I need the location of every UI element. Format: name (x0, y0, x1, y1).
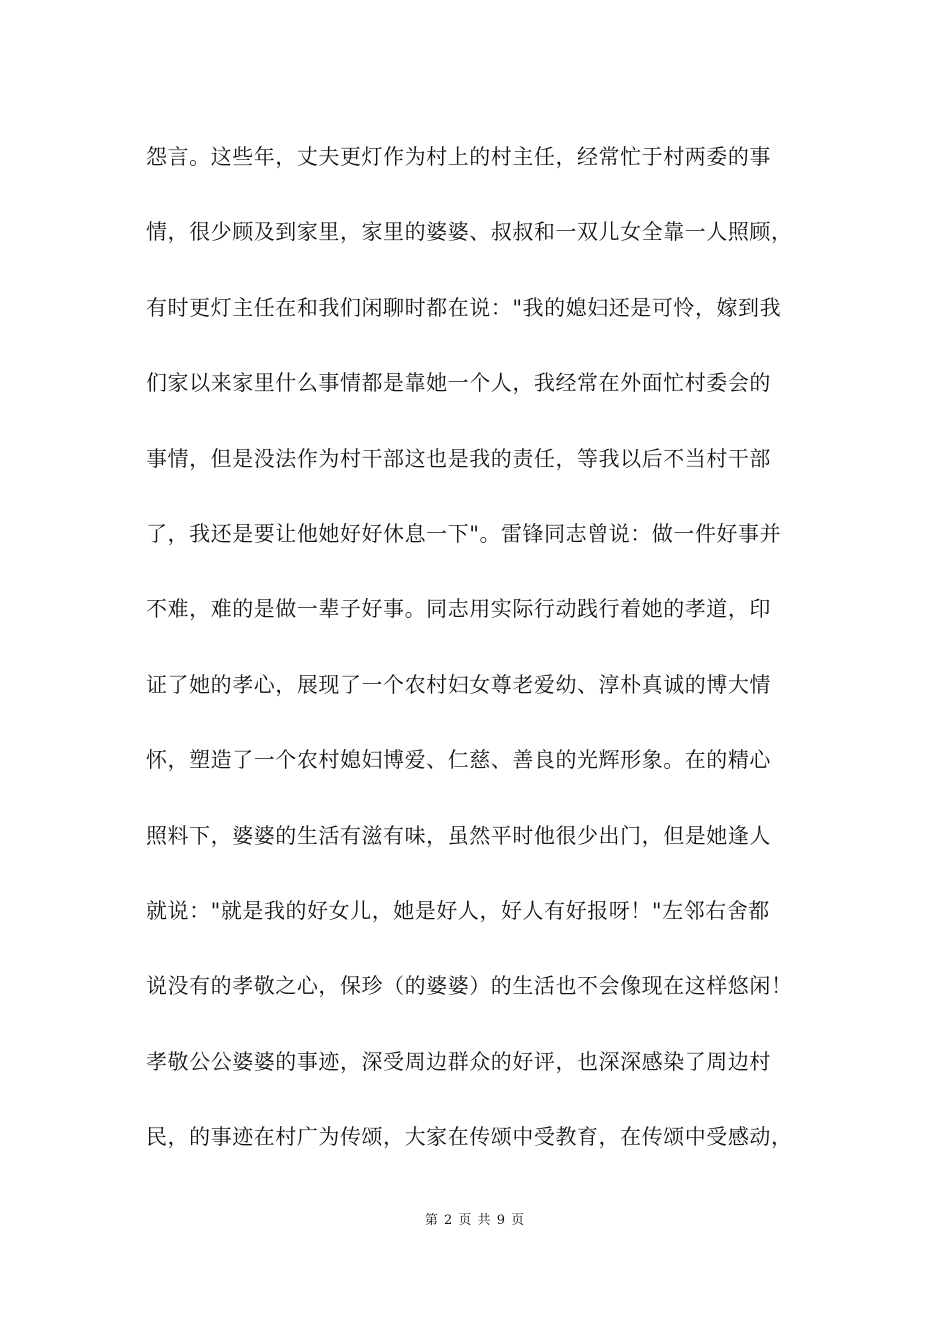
text-line-11: 就说："就是我的好女儿，她是好人，好人有好报呀！"左邻右舍都 (146, 898, 770, 923)
text-line-10: 照料下，婆婆的生活有滋有味，虽然平时他很少出门，但是她逢人 (146, 823, 771, 848)
text-line-14: 民，的事迹在村广为传颂，大家在传颂中受教育，在传颂中受感动， (146, 1125, 793, 1150)
text-line-1: 怨言。这些年，丈夫更灯作为村上的村主任，经常忙于村两委的事 (146, 145, 771, 169)
text-line-13: 孝敬公公婆婆的事迹，深受周边群众的好评，也深深感染了周边村 (146, 1049, 771, 1074)
text-line-12: 说没有的孝敬之心，保珍（的婆婆）的生活也不会像现在这样悠闲！ (146, 974, 793, 999)
text-line-7: 不难，难的是做一辈子好事。同志用实际行动践行着她的孝道，印 (146, 597, 771, 622)
text-line-2: 情，很少顾及到家里，家里的婆婆、叔叔和一双儿女全靠一人照顾， (146, 220, 793, 245)
page-footer (0, 1209, 950, 1228)
text-line-6: 了，我还是要让他她好好休息一下"。雷锋同志曾说：做一件好事并 (146, 521, 782, 546)
text-line-9: 怀，塑造了一个农村媳妇博爱、仁慈、善良的光辉形象。在的精心 (146, 748, 771, 773)
text-line-4: 们家以来家里什么事情都是靠她一个人，我经常在外面忙村委会的 (146, 371, 771, 396)
body-text (146, 138, 826, 1193)
page-number-label: 第 2 页 共 9 页 (424, 1213, 526, 1228)
text-line-3: 有时更灯主任在和我们闲聊时都在说："我的媳妇还是可怜，嫁到我 (146, 295, 782, 320)
text-line-5: 事情，但是没法作为村干部这也是我的责任，等我以后不当村干部 (146, 446, 771, 471)
text-line-8: 证了她的孝心，展现了一个农村妇女尊老爱幼、淳朴真诚的博大情 (146, 672, 771, 697)
